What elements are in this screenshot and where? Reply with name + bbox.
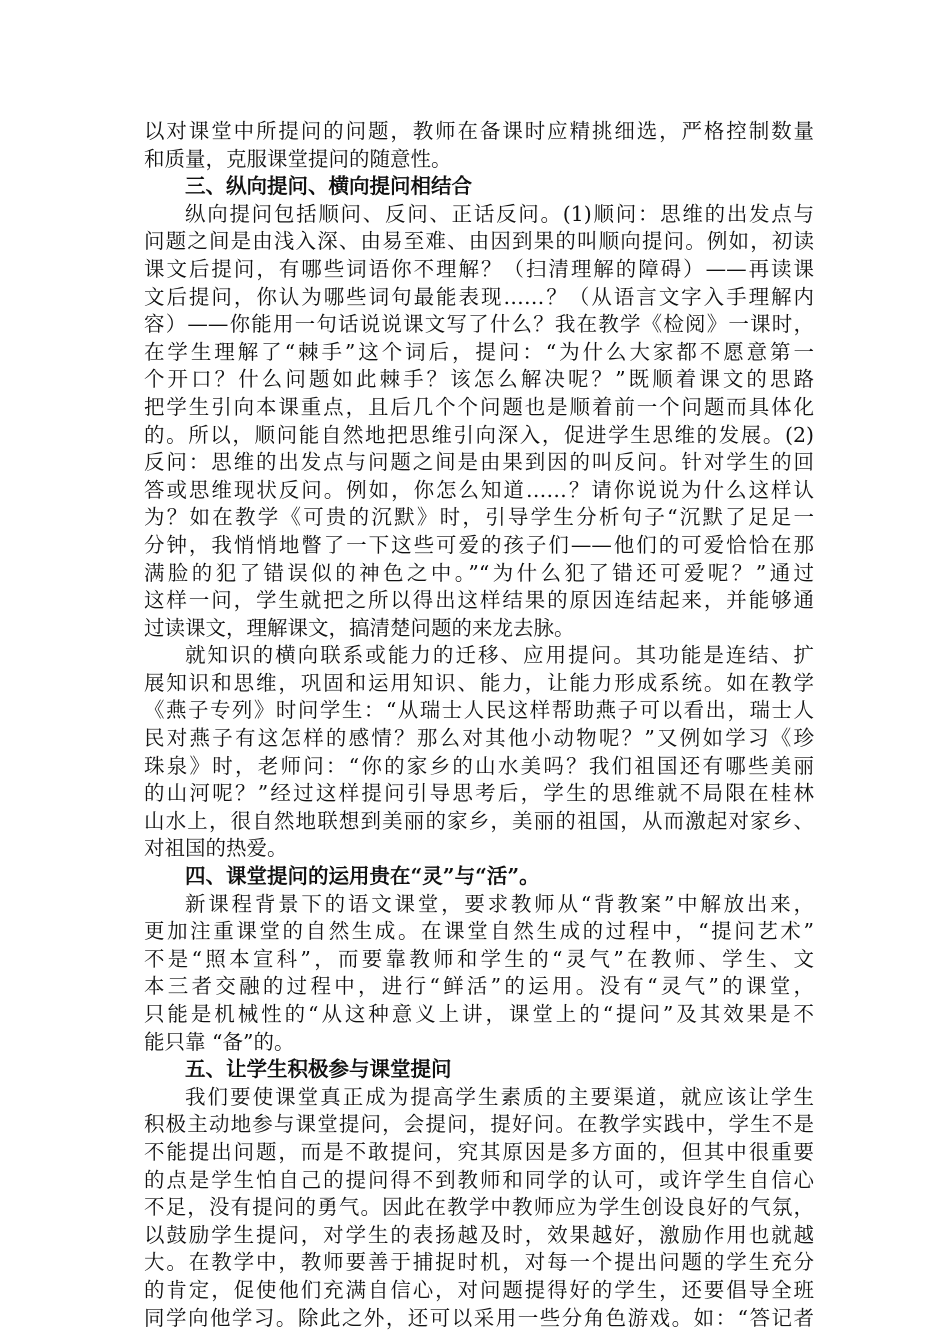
body-text-line: 积极主动地参与课堂提问，会提问，提好问。在教学实践中，学生不是 xyxy=(144,1112,814,1137)
section-heading: 五、让学生积极参与课堂提问 xyxy=(185,1057,452,1082)
body-text-line: 不能提出问题，而是不敢提问，究其原因是多方面的，但其中很重要 xyxy=(144,1139,814,1164)
body-text-line: 同学向他学习。除此之外，还可以采用一些分角色游戏。如：“答记者 xyxy=(144,1305,814,1330)
body-text-line: 以对课堂中所提问的问题，教师在备课时应精挑细选，严格控制数量 xyxy=(144,119,814,143)
body-text-line: 容）——你能用一句话说说课文写了什么？我在教学《检阅》一课时， xyxy=(144,312,814,337)
body-text-line: 山水上，很自然地联想到美丽的家乡，美丽的祖国，从而激起对家乡、 xyxy=(144,808,814,833)
body-text-line: 我们要使课堂真正成为提高学生素质的主要渠道，就应该让学生 xyxy=(185,1084,814,1109)
body-text-line: 只能是机械性的“从这种意义上讲，课堂上的“提问”及其效果是不 xyxy=(144,1002,814,1026)
body-text-line: 个开口？什么问题如此棘手？该怎么解决呢？”既顺着课文的思路 xyxy=(144,367,814,392)
document-page xyxy=(144,118,814,1332)
body-text-line: 这样一问，学生就把之所以得出这样结果的原因连结起来，并能够通 xyxy=(144,588,814,613)
body-text-line: 课文后提问，有哪些词语你不理解？（扫清理解的障碍）——再读课 xyxy=(144,256,814,281)
body-text-line: 就知识的横向联系或能力的迁移、应用提问。其功能是连结、扩 xyxy=(185,643,814,668)
body-text-line: 的点是学生怕自己的提问得不到教师和同学的认可，或许学生自信心 xyxy=(144,1167,814,1192)
body-text-line: 的肯定，促使他们充满自信心，对问题提得好的学生，还要倡导全班 xyxy=(144,1277,814,1302)
body-text-line: 纵向提问包括顺问、反问、正话反问。(1)顺问：思维的出发点与 xyxy=(185,201,814,226)
body-text-line: 和质量，克服课堂提问的随意性。 xyxy=(144,146,452,171)
body-text-line: 能只靠 “备”的。 xyxy=(144,1029,295,1054)
body-text-line: 《燕子专列》时问学生：“从瑞士人民这样帮助燕子可以看出，瑞士人 xyxy=(144,698,814,723)
section-heading: 四、课堂提问的运用贵在“灵”与“活”。 xyxy=(185,864,540,889)
body-text-line: 文后提问，你认为哪些词句最能表现……？（从语言文字入手理解内 xyxy=(144,284,814,309)
body-text-line: 分钟，我悄悄地瞥了一下这些可爱的孩子们——他们的可爱恰恰在那 xyxy=(144,532,814,557)
body-text-line: 展知识和思维，巩固和运用知识、能力，让能力形成系统。如在教学 xyxy=(144,670,814,695)
body-text-line: 珠泉》时，老师问：“你的家乡的山水美吗？我们祖国还有哪些美丽 xyxy=(144,753,814,778)
body-text-line: 民对燕子有这怎样的感情？那么对其他小动物呢？”又例如学习《珍 xyxy=(144,726,814,751)
body-text-line: 问题之间是由浅入深、由易至难、由因到果的叫顺向提问。例如，初读 xyxy=(144,229,814,254)
body-text-line: 在学生理解了“棘手”这个词后，提问：“为什么大家都不愿意第一 xyxy=(144,339,814,364)
body-text-line: 新课程背景下的语文课堂，要求教师从“背教案”中解放出来， xyxy=(185,891,814,916)
body-text-line: 答或思维现状反问。例如，你怎么知道……？请你说说为什么这样认 xyxy=(144,477,814,502)
body-text-line: 本三者交融的过程中，进行“鲜活”的运用。没有“灵气”的课堂， xyxy=(144,974,814,999)
body-text-line: 更加注重课堂的自然生成。在课堂自然生成的过程中，“提问艺术” xyxy=(144,919,814,944)
body-text-line: 过读课文，理解课文，搞清楚问题的来龙去脉。 xyxy=(144,615,575,640)
body-text-line: 不足，没有提问的勇气。因此在教学中教师应为学生创设良好的气氛， xyxy=(144,1195,814,1220)
body-text-line: 的。所以，顺问能自然地把思维引向深入，促进学生思维的发展。(2) xyxy=(144,422,814,447)
body-text-line: 的山河呢？”经过这样提问引导思考后，学生的思维就不局限在桂林 xyxy=(144,781,814,806)
body-text-line: 不是“照本宣科”，而要靠教师和学生的“灵气”在教师、学生、文 xyxy=(144,946,814,971)
body-text-line: 对祖国的热爱。 xyxy=(144,836,288,861)
body-text-line: 大。在教学中，教师要善于捕捉时机，对每一个提出问题的学生充分 xyxy=(144,1250,814,1275)
body-text-line: 为？如在教学《可贵的沉默》时，引导学生分析句子“沉默了足足一 xyxy=(144,505,814,530)
body-text-line: 把学生引向本课重点，且后几个个问题也是顺着前一个问题而具体化 xyxy=(144,394,814,419)
body-text-line: 反问：思维的出发点与问题之间是由果到因的叫反问。针对学生的回 xyxy=(144,450,814,475)
body-text-line: 满脸的犯了错误似的神色之中。”“为什么犯了错还可爱呢？”通过 xyxy=(144,560,814,585)
body-text-line: 以鼓励学生提问，对学生的表扬越及时，效果越好，激励作用也就越 xyxy=(144,1222,814,1247)
section-heading: 三、纵向提问、横向提问相结合 xyxy=(185,174,472,199)
